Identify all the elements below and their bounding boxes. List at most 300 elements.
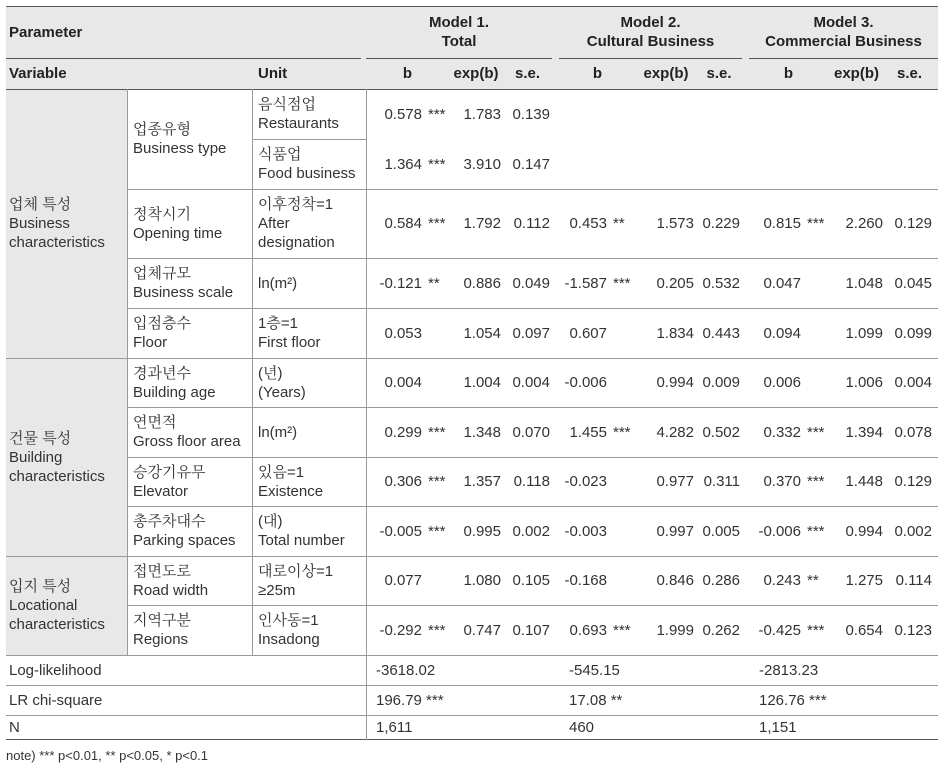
coef-expb [636,605,696,655]
variable-en: Floor [133,334,168,351]
model-title: Model 2. [620,14,681,31]
std-error-value: 0.139 [512,105,550,123]
coef-expb [636,189,696,258]
unit-cell [252,407,366,457]
coef-expb [828,308,885,358]
footer-value-text: -3618.02 [376,661,436,679]
significance [424,89,449,139]
std-error-value: 0.107 [512,621,550,639]
unit-line: Existence [258,482,324,500]
coef-b [366,506,424,556]
significance-value: *** [613,423,631,441]
footer-value-text: 460 [569,719,595,736]
significance [803,258,828,308]
footer-value-text: 1,611 [376,719,413,736]
std-error [503,89,552,139]
header-parameter-text: Parameter [9,23,83,41]
coef-b [559,506,609,556]
row-divider [6,89,938,90]
coef-expb-value: 4.282 [656,423,694,441]
significance-value: ** [613,215,625,232]
coef-expb [828,407,885,457]
row-divider [6,358,938,359]
coef-expb [449,358,503,407]
coef-b-value: 0.094 [763,324,801,342]
significance [609,457,636,506]
significance-value: *** [428,522,446,540]
coef-b-value: 0.306 [384,473,422,490]
column-divider [366,89,367,740]
coef-b [749,457,803,506]
coef-b [749,358,803,407]
coef-b-value: 0.815 [763,215,801,232]
footer-value [569,715,739,740]
coef-expb [636,308,696,358]
std-error-value: 0.078 [894,423,932,441]
model-subtitle: Total [441,33,477,50]
coef-b [366,308,424,358]
coef-expb-value: 1.999 [656,621,694,639]
variable-en: Road width [133,581,209,599]
unit-cell [252,358,366,407]
coef-expb-value: 1.783 [463,105,501,123]
significance [803,506,828,556]
coef-b-value: 0.370 [763,473,801,490]
coef-expb-value: 1.048 [845,274,883,292]
std-error [696,605,742,655]
footer-label-text: N [9,719,20,736]
significance [609,258,636,308]
coef-expb-value: 1.573 [656,215,694,232]
coef-b-value: 0.243 [763,572,801,589]
significance [609,556,636,605]
coef-expb [828,506,885,556]
significance-value: *** [613,274,631,292]
coef-b [559,189,609,258]
unit-line: After [258,215,290,232]
std-error [885,407,934,457]
variable-en: Elevator [133,482,189,500]
coef-b [559,457,609,506]
coef-expb-value: 0.846 [656,572,694,589]
coef-b-value: -0.005 [379,522,422,540]
variable-en: Opening time [133,224,223,242]
coef-b [749,308,803,358]
significance [803,308,828,358]
unit-cell [252,258,366,308]
row-divider [127,258,938,259]
footer-label-text: Log-likelihood [9,661,102,679]
coef-expb-value: 0.994 [845,522,883,540]
row-divider [127,506,938,507]
header-variable [6,58,252,89]
std-error-value: 0.045 [894,274,932,292]
std-error-value: 0.004 [512,374,550,391]
std-error [503,139,552,189]
unit-line: 인사동=1 [258,612,319,629]
row-divider [6,556,938,557]
header-stat-se [503,58,552,89]
variable-cell [127,605,252,655]
significance-value: *** [428,215,446,232]
std-error [696,457,742,506]
header-model-1 [366,6,552,58]
coef-b-value: -0.425 [758,621,801,639]
coef-expb-value: 2.260 [845,215,883,232]
coef-b-value: 0.006 [763,374,801,391]
significance-value: *** [807,423,825,441]
coef-expb-value: 0.205 [656,274,694,292]
significance [424,407,449,457]
header-model-2 [559,6,742,58]
table-note: note) *** p<0.01, ** p<0.05, * p<0.1 [6,748,209,763]
significance [424,258,449,308]
coef-b [366,407,424,457]
coef-b [366,605,424,655]
footer-value-text: -2813.23 [759,661,819,679]
unit-line: First floor [258,334,321,351]
group-label-en: Business [9,215,70,232]
unit-line: ln(m²) [258,423,298,441]
footer-value [759,685,929,715]
stat-label: s.e. [706,65,732,82]
unit-line: (대) [258,513,283,530]
std-error-value: 0.311 [703,473,740,490]
footer-label [6,685,366,715]
group-label-en: Building [9,448,63,466]
stat-label: s.e. [896,65,923,82]
header-unit [252,58,366,89]
footer-value-text: 126.76 *** [759,691,827,709]
footer-value-text: -545.15 [569,661,620,679]
coef-b [749,407,803,457]
std-error [503,605,552,655]
row-divider [749,58,938,59]
row-divider [127,189,938,190]
coef-expb-value: 1.348 [463,423,501,441]
group-label-en: Locational [9,597,78,614]
significance [424,358,449,407]
row-divider [6,655,938,656]
group-label-ko: 업체 특성 [9,196,72,213]
coef-b-value: 0.584 [384,215,422,232]
coef-b [749,189,803,258]
row-divider [6,715,938,716]
significance-value: *** [807,215,825,232]
coef-b-value: -0.121 [379,274,422,292]
group-label-en: characteristics [9,234,105,251]
std-error-value: 0.443 [702,324,740,342]
variable-en: Business scale [133,284,234,301]
footer-label [6,655,366,685]
coef-b-value: 0.578 [384,105,422,123]
significance [803,605,828,655]
coef-b [559,258,609,308]
std-error-value: 0.049 [512,274,550,292]
variable-cell [127,308,252,358]
significance-value: *** [428,473,446,490]
std-error [885,457,934,506]
stat-label: b [783,65,794,82]
row-divider [252,139,366,140]
coef-b [366,556,424,605]
coef-expb [449,308,503,358]
coef-expb-value: 0.997 [656,522,694,540]
coef-b [559,308,609,358]
std-error [503,556,552,605]
coef-b-value: -0.292 [379,621,422,639]
coef-b [749,258,803,308]
coef-b [559,556,609,605]
coef-expb-value: 1.004 [463,374,501,391]
coef-expb [636,407,696,457]
unit-line: ≥25m [258,581,296,599]
unit-line: 음식점업 [258,96,316,113]
group-label-en: characteristics [9,616,105,633]
coef-b-value: 0.607 [569,324,607,342]
model-title: Model 1. [428,14,489,31]
significance-value: *** [428,621,446,639]
coef-b [749,605,803,655]
coef-expb [636,358,696,407]
stat-label: b [592,65,603,82]
std-error [696,556,742,605]
variable-ko: 연면적 [133,414,177,431]
variable-ko: 총주차대수 [133,513,206,530]
header-stat-expb [636,58,696,89]
coef-expb [449,605,503,655]
significance [424,457,449,506]
coef-b-value: 0.299 [384,423,422,441]
footer-label-text: LR chi-square [9,691,103,709]
coef-expb [828,358,885,407]
coef-b-value: -0.003 [564,522,607,540]
significance [424,189,449,258]
significance [803,358,828,407]
coef-expb [449,556,503,605]
footer-value-text: 196.79 *** [376,691,444,709]
stat-label: s.e. [514,65,541,82]
row-divider [127,457,938,458]
row-divider [6,685,938,686]
header-stat-expb [828,58,885,89]
significance-value: *** [807,621,825,639]
coef-b-value: 0.077 [384,572,422,589]
significance-value: ** [428,274,440,292]
column-divider [252,89,253,655]
unit-line: Food business [258,165,356,182]
significance [424,506,449,556]
header-stat-b [749,58,828,89]
unit-line: Restaurants [258,115,339,132]
coef-expb [636,556,696,605]
std-error [885,358,934,407]
stat-label: exp(b) [643,65,689,82]
variable-cell [127,457,252,506]
coef-b [366,89,424,139]
significance [609,407,636,457]
coef-expb-value: 0.654 [845,621,883,639]
std-error [503,407,552,457]
row-divider [127,308,938,309]
unit-line: 대로이상=1 [258,562,334,580]
std-error [503,258,552,308]
coef-expb [449,89,503,139]
std-error [885,189,934,258]
std-error [885,308,934,358]
significance [424,139,449,189]
std-error-value: 0.070 [512,423,550,441]
row-divider [6,58,361,59]
coef-expb [636,506,696,556]
std-error-value: 0.009 [702,374,740,391]
regression-table [6,6,938,740]
coef-expb-value: 0.747 [463,621,501,639]
variable-en: Gross floor area [133,433,241,450]
coef-b-value: 0.453 [569,215,607,232]
footer-value [759,655,929,685]
std-error-value: 0.229 [702,215,740,232]
std-error [885,605,934,655]
unit-line: ln(m²) [258,274,298,292]
footer-value [569,685,739,715]
significance-value: *** [613,621,631,639]
coef-b [559,358,609,407]
header-stat-expb [449,58,503,89]
variable-cell [127,358,252,407]
coef-expb-value: 1.448 [845,473,883,490]
column-divider [127,89,128,655]
unit-cell [252,89,366,139]
variable-en: Regions [133,631,189,648]
significance [609,506,636,556]
coef-b [366,258,424,308]
unit-line: Insadong [258,631,320,648]
coef-b [749,506,803,556]
footer-value [376,685,546,715]
coef-b-value: 1.364 [384,155,422,173]
std-error [885,556,934,605]
coef-expb [636,457,696,506]
unit-cell [252,605,366,655]
std-error [696,506,742,556]
header-stat-b [559,58,636,89]
group-label-ko: 건물 특성 [9,429,72,447]
std-error-value: 0.005 [702,522,740,540]
variable-ko: 업체규모 [133,265,191,282]
std-error [696,358,742,407]
header-stat-se [696,58,742,89]
header-unit-text: Unit [258,65,288,82]
coef-expb [828,605,885,655]
variable-en: Business type [133,140,227,157]
coef-expb-value: 1.792 [463,215,501,232]
coef-expb-value: 0.995 [463,522,501,540]
coef-b-value: 0.332 [763,423,801,441]
significance [803,556,828,605]
coef-expb [449,457,503,506]
unit-line: (Years) [258,383,306,401]
variable-ko: 입점층수 [133,315,191,332]
group-label-en: characteristics [9,467,105,485]
coef-b-value: 0.047 [763,274,801,292]
group-label [6,556,127,655]
std-error-value: 0.097 [512,324,550,342]
footer-value-text: 17.08 ** [569,691,623,709]
coef-b [366,189,424,258]
std-error [885,258,934,308]
significance [424,308,449,358]
coef-expb-value: 1.099 [845,324,883,342]
significance [803,407,828,457]
unit-cell [252,506,366,556]
header-model-3 [749,6,938,58]
std-error [696,189,742,258]
std-error-value: 0.123 [894,621,932,639]
significance-value: *** [807,522,825,540]
significance-value: *** [428,155,446,173]
coef-expb-value: 1.394 [845,423,883,441]
coef-expb-value: 0.886 [463,274,501,292]
unit-line: 1층=1 [258,315,298,332]
variable-cell [127,506,252,556]
footer-value [569,655,739,685]
significance-value: *** [428,423,446,441]
coef-expb-value: 3.910 [463,155,501,173]
coef-b-value: -1.587 [564,274,607,292]
coef-b [366,139,424,189]
unit-cell [252,139,366,189]
variable-ko: 정착시기 [133,205,191,223]
model-subtitle: Cultural Business [586,33,715,50]
significance [609,358,636,407]
std-error-value: 0.262 [702,621,740,639]
std-error [503,358,552,407]
unit-line: Total number [258,532,345,549]
footer-value [376,715,546,740]
std-error [503,506,552,556]
coef-b-value: -0.168 [564,572,607,589]
significance [609,605,636,655]
coef-expb [828,258,885,308]
significance [803,189,828,258]
std-error-value: 0.105 [512,572,550,589]
stat-label: exp(b) [834,65,879,82]
significance-value: ** [807,572,819,589]
group-label [6,358,127,556]
variable-cell [127,189,252,258]
group-label-ko: 입지 특성 [9,578,72,595]
coef-expb [449,407,503,457]
coef-expb-value: 0.977 [656,473,694,490]
coef-b [559,407,609,457]
significance [609,308,636,358]
row-divider [6,739,938,740]
coef-expb-value: 0.994 [656,374,694,391]
significance [424,605,449,655]
coef-expb [636,258,696,308]
std-error-value: 0.502 [702,423,740,441]
std-error-value: 0.002 [512,522,550,540]
std-error-value: 0.004 [894,374,932,391]
variable-en: Parking spaces [133,532,236,549]
unit-line: 식품업 [258,146,302,163]
model-subtitle: Commercial Business [765,33,922,50]
coef-b-value: 0.053 [384,324,422,342]
significance [803,457,828,506]
coef-expb-value: 1.357 [463,473,501,490]
std-error [503,457,552,506]
